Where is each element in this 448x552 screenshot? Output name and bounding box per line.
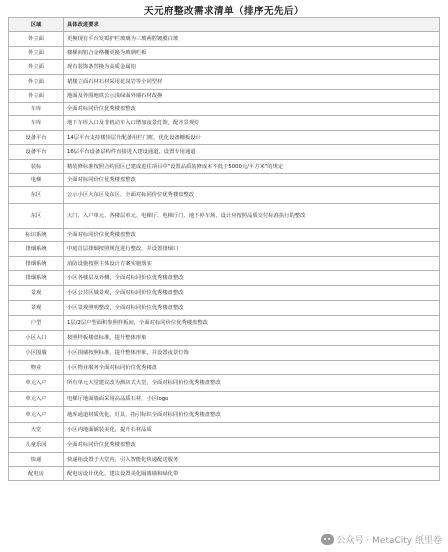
row-description: 全面对标同价位优秀楼盘整改 bbox=[64, 229, 440, 242]
row-area: 外立面 bbox=[9, 60, 64, 75]
row-area: 标识系统 bbox=[9, 229, 64, 242]
row-area: 车库 bbox=[9, 103, 64, 116]
row-area: 车库 bbox=[9, 116, 64, 131]
row-area: 东区 bbox=[9, 204, 64, 229]
row-description: 电梯厅地面墙面采用高品质石材，小区logo bbox=[64, 392, 440, 407]
row-description: 全面对标同价位优秀楼盘整改 bbox=[64, 174, 440, 187]
table-header-row bbox=[9, 18, 440, 32]
row-area: 外立面 bbox=[9, 75, 64, 90]
row-area: 快递 bbox=[9, 453, 64, 467]
table-row bbox=[9, 116, 440, 131]
row-description: 小区景观照明整改，全面对标同价位优秀楼盘整改 bbox=[64, 301, 440, 316]
row-area: 大堂 bbox=[9, 423, 64, 438]
table-row bbox=[9, 145, 440, 160]
row-area: 东区 bbox=[9, 187, 64, 204]
table-row bbox=[9, 392, 440, 407]
table-row bbox=[9, 316, 440, 331]
table-row bbox=[9, 187, 440, 204]
row-area: 配电房 bbox=[9, 467, 64, 481]
row-area: 单元入户 bbox=[9, 407, 64, 423]
row-area: 儿童乐园 bbox=[9, 438, 64, 453]
table-row bbox=[9, 407, 440, 423]
wechat-icon bbox=[321, 534, 334, 545]
row-area: 景观 bbox=[9, 301, 64, 316]
column-header-area: 区域 bbox=[9, 18, 64, 32]
requirements-table bbox=[8, 17, 440, 481]
page-title: 天元府整改需求清单（排序无先后） bbox=[143, 6, 304, 17]
row-area: 排烟系统 bbox=[9, 242, 64, 257]
row-description: 1层/2层户型面积参照样板间，全面对标同价位优秀楼盘整改 bbox=[64, 316, 440, 331]
row-description: 精装修标准按照合约园区已建成进住项目中"设置品质装修成本不低于5000元/平方米"的规定 bbox=[64, 160, 440, 174]
row-description: 地下车库入口及非机动车入口增加夜景灯饰，配齐景观灯 bbox=[64, 116, 440, 131]
table-row bbox=[9, 204, 440, 229]
table-row bbox=[9, 60, 440, 75]
row-area: 电梯 bbox=[9, 174, 64, 187]
row-description: 小区各楼层及外侧，全面对标同价位优秀楼盘整改 bbox=[64, 271, 440, 286]
watermark bbox=[321, 533, 442, 546]
row-description: 快递柜设置于大堂内，引入智能化快递配送服务 bbox=[64, 453, 440, 467]
table-row bbox=[9, 47, 440, 60]
table-row bbox=[9, 90, 440, 103]
row-description: 小区围墙按照标准，提升整体形象，并设置夜景灯饰 bbox=[64, 346, 440, 361]
row-description: 现有装饰条替换为高质金属铝 bbox=[64, 60, 440, 75]
row-description: 全面对标同价位优秀楼盘整改 bbox=[64, 438, 440, 453]
row-area: 景观 bbox=[9, 286, 64, 301]
table-row bbox=[9, 467, 440, 481]
row-description: 所有单元大堂建议改为酒店式大堂，全面对标同价位优秀楼盘整改 bbox=[64, 375, 440, 392]
row-area: 排烟系统 bbox=[9, 271, 64, 286]
row-area: 设备平台 bbox=[9, 145, 64, 160]
row-area: 单元入户 bbox=[9, 392, 64, 407]
table-row bbox=[9, 301, 440, 316]
table-row bbox=[9, 286, 440, 301]
row-description: 公示小区大东区及东区，全面对标同价位优秀楼盘整改 bbox=[64, 187, 440, 204]
row-description: 14层平台支持楼顶层升配备用栏门框，优化设备栅板设计 bbox=[64, 131, 440, 145]
row-area: 外立面 bbox=[9, 32, 64, 47]
table-row bbox=[9, 346, 440, 361]
table-row bbox=[9, 242, 440, 257]
row-description: 更换现有平台发霉护栏玻璃为三玻两腔镀膜白玻 bbox=[64, 32, 440, 47]
row-description: 裙楼立面石材石材采用花岗岩等全同型材 bbox=[64, 75, 440, 90]
row-description: 小区公共区域景观，全面对标同价位优秀楼盘整改 bbox=[64, 286, 440, 301]
table-row bbox=[9, 375, 440, 392]
row-area: 装标 bbox=[9, 160, 64, 174]
row-area: 物业 bbox=[9, 361, 64, 375]
table-row bbox=[9, 229, 440, 242]
row-description: 小区内地面铺装美化，提升石材品质 bbox=[64, 423, 440, 438]
table-row bbox=[9, 423, 440, 438]
table-row bbox=[9, 438, 440, 453]
row-description: 地库通道材质优化，灯具、指引标识全面对标同价位优秀楼盘整改 bbox=[64, 407, 440, 423]
table-row bbox=[9, 174, 440, 187]
row-description: 小区物业服务全面对标同价位优秀楼盘 bbox=[64, 361, 440, 375]
table-row bbox=[9, 361, 440, 375]
row-description: 大门、入户单元、各楼层单元、电梯厅、电梯厅门、地下停车场、设计应按照品质交付标准执行的整改 bbox=[64, 204, 440, 229]
row-area: 外立面 bbox=[9, 90, 64, 103]
table-row bbox=[9, 103, 440, 116]
table-row bbox=[9, 331, 440, 346]
row-description: 地面及外围地铁公示浅绿面外墙石材改换 bbox=[64, 90, 440, 103]
row-description: 楼梯间铝合金格栅更换为玻璃栏板 bbox=[64, 47, 440, 60]
table-row bbox=[9, 75, 440, 90]
table-row bbox=[9, 453, 440, 467]
row-area: 单元入户 bbox=[9, 375, 64, 392]
row-description: 全面对标同价位优秀楼盘整改 bbox=[64, 103, 440, 116]
row-description: 16层平台设备层构件直接进入建设通道，设置专用通道 bbox=[64, 145, 440, 160]
table-row bbox=[9, 257, 440, 271]
table-row bbox=[9, 160, 440, 174]
table-row bbox=[9, 32, 440, 47]
row-description: 消防设施按照主体设计方案实施落实 bbox=[64, 257, 440, 271]
table-row bbox=[9, 271, 440, 286]
row-area: 户型 bbox=[9, 316, 64, 331]
row-description: 配电房设计优化，建议设置美化隔离墙和绿化带 bbox=[64, 467, 440, 481]
row-area: 设备平台 bbox=[9, 131, 64, 145]
table-row bbox=[9, 131, 440, 145]
row-description: 按照样板楼盘标准，提升整体形象 bbox=[64, 331, 440, 346]
watermark-text: 公众号 · MetaCity 纸里卷 bbox=[336, 536, 442, 546]
row-description: 中庭首层排烟按照规范进行整改，并设置排烟口 bbox=[64, 242, 440, 257]
row-area: 外立面 bbox=[9, 47, 64, 60]
column-header-details: 具体改进要求 bbox=[64, 18, 440, 32]
row-area: 小区入口 bbox=[9, 331, 64, 346]
row-area: 排烟系统 bbox=[9, 257, 64, 271]
row-area: 小区围墙 bbox=[9, 346, 64, 361]
